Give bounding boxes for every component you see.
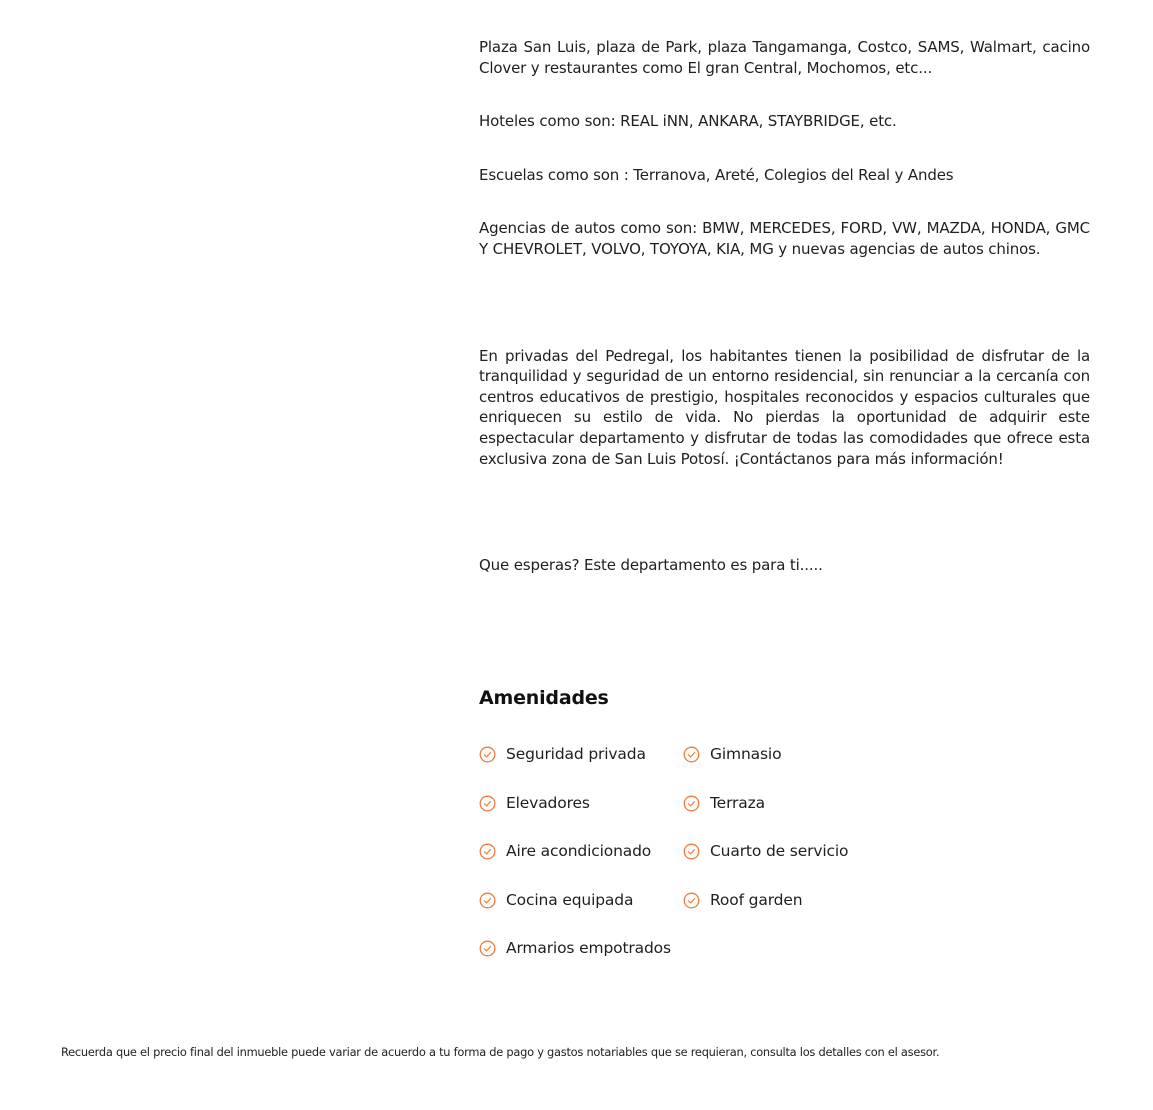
pedregal-description-text: En privadas del Pedregal, los habitantes tienen la posibilidad de disfrutar de la tranquilidad y seguridad de un entorno residencial, sin renunciar a la cercanía con centros educativos de prestigio, hospitales reconocidos y espacios culturales que enriquecen su estilo de vida. No pierdas la oportunidad de adquirir este espectacular departamento y disfrutar de todas las comodidades que ofrece esta exclusiva zona de San Luis Potosí. ¡Contáctanos para más información! bbox=[479, 346, 1090, 468]
amenity-label: Seguridad privada bbox=[506, 745, 646, 763]
nearby-places-text: Plaza San Luis, plaza de Park, plaza Tangamanga, Costco, SAMS, Walmart, cacino Clover y restaurantes como El gran Central, Mochomos, etc... bbox=[479, 38, 1090, 77]
amenity-item bbox=[683, 889, 903, 938]
amenity-item bbox=[683, 792, 903, 841]
amenity-label: Armarios empotrados bbox=[506, 939, 671, 957]
check-circle-icon bbox=[683, 843, 700, 860]
amenity-item bbox=[479, 889, 683, 938]
property-description bbox=[479, 37, 1090, 576]
amenity-label: Elevadores bbox=[506, 793, 590, 812]
amenity-item bbox=[479, 840, 683, 889]
amenities-list bbox=[479, 743, 903, 986]
amenity-label: Cuarto de servicio bbox=[710, 842, 849, 860]
nearby-schools-text: Escuelas como son : Terranova, Areté, Colegios del Real y Andes bbox=[479, 165, 954, 184]
amenity-item bbox=[683, 743, 903, 792]
price-disclaimer: Recuerda que el precio final del inmueble puede variar de acuerdo a tu forma de pago y gastos notariables que se requieran, consulta los detalles con el asesor. bbox=[61, 1045, 940, 1059]
check-circle-icon bbox=[479, 843, 496, 860]
check-circle-icon bbox=[683, 892, 700, 909]
amenity-item bbox=[479, 937, 683, 986]
amenity-item bbox=[683, 840, 903, 889]
amenity-label: Gimnasio bbox=[710, 745, 782, 763]
check-circle-icon bbox=[479, 892, 496, 909]
call-to-action-text: Que esperas? Este departamento es para ti..... bbox=[479, 556, 823, 575]
nearby-hotels-text: Hoteles como son: REAL iNN, ANKARA, STAYBRIDGE, etc. bbox=[479, 112, 897, 131]
amenity-label: Roof garden bbox=[710, 890, 803, 909]
amenities-heading: Amenidades bbox=[479, 687, 609, 709]
check-circle-icon bbox=[683, 795, 700, 812]
amenity-label: Terraza bbox=[710, 793, 765, 812]
nearby-car-agencies-text: Agencias de autos como son: BMW, MERCEDES, FORD, VW, MAZDA, HONDA, GMC Y CHEVROLET, VOLVO, TOYOYA, KIA, MG y nuevas agencias de autos chinos. bbox=[479, 219, 1090, 258]
check-circle-icon bbox=[683, 746, 700, 763]
amenity-item bbox=[479, 743, 683, 792]
amenity-item bbox=[479, 792, 683, 841]
check-circle-icon bbox=[479, 746, 496, 763]
amenity-label: Cocina equipada bbox=[506, 890, 634, 909]
check-circle-icon bbox=[479, 940, 496, 957]
check-circle-icon bbox=[479, 795, 496, 812]
amenity-label: Aire acondicionado bbox=[506, 842, 652, 860]
